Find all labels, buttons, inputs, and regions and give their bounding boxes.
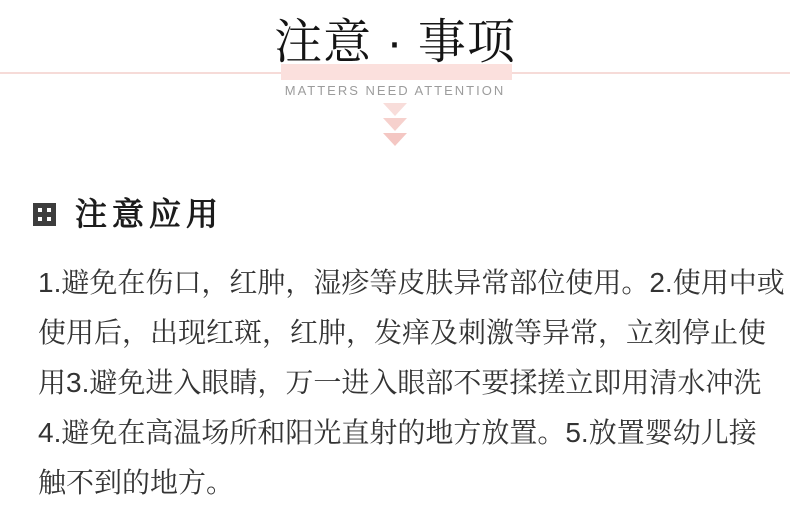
- chevron-down-icon: [383, 133, 407, 146]
- page-title: 注意 · 事项: [274, 16, 516, 69]
- notice-paragraph: [38, 258, 785, 508]
- chevron-down-icon: [383, 103, 407, 116]
- notice-line: 用3.避免进入眼睛，万一进入眼部不要揉搓立即用清水冲洗: [38, 367, 762, 398]
- chevron-down-icon: [383, 118, 407, 131]
- chevron-group: [0, 103, 790, 148]
- section-heading-label: 注意应用: [75, 196, 224, 232]
- notice-line: 1.避免在伤口，红肿，湿疹等皮肤异常部位使用。2.使用中或: [38, 267, 785, 298]
- notice-line: 触不到的地方。: [38, 467, 235, 498]
- grid-icon: [33, 203, 56, 226]
- header: [0, 0, 790, 160]
- notice-line: 使用后，出现红斑，红肿，发痒及刺激等异常，立刻停止使: [38, 317, 767, 348]
- notice-line: 4.避免在高温场所和阳光直射的地方放置。5.放置婴幼儿接: [38, 417, 757, 448]
- page-subtitle: MATTERS NEED ATTENTION: [284, 83, 506, 98]
- section-heading: [33, 197, 223, 231]
